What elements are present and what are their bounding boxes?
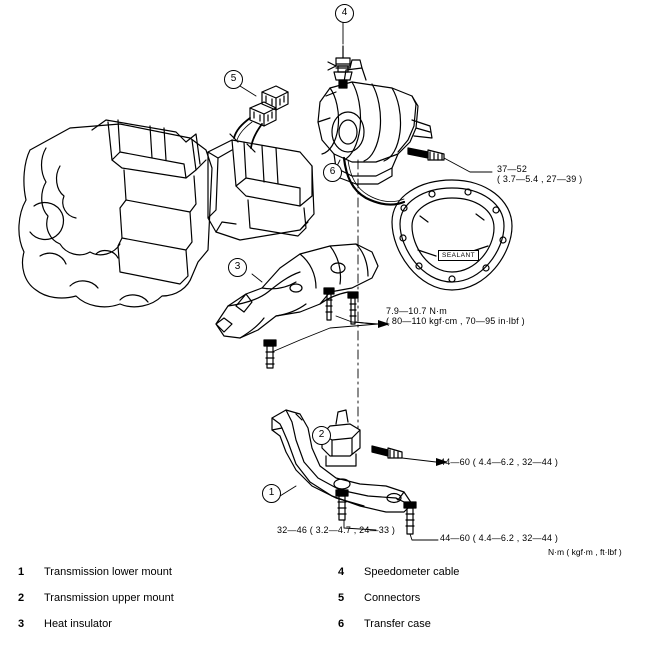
lower-mount-bolts	[336, 446, 416, 534]
legend-item-6-label: Transfer case	[364, 618, 431, 630]
speedometer-cable	[328, 46, 352, 88]
legend-item-1-label: Transmission lower mount	[44, 566, 172, 578]
sealant-label: SEALANT	[438, 250, 479, 261]
legend-column-right	[338, 566, 650, 644]
legend-item-1-number: 1	[18, 566, 25, 578]
legend-item-1	[18, 566, 338, 592]
spec-transfer-bolt-line2: ( 3.7—5.4 , 27—39 )	[497, 174, 583, 184]
callout-3[interactable]: 3	[228, 258, 247, 277]
legend-item-4-label: Speedometer cable	[364, 566, 460, 578]
legend-item-3-label: Heat insulator	[44, 618, 112, 630]
legend-item-3-number: 3	[18, 618, 25, 630]
callout-6[interactable]: 6	[323, 163, 342, 182]
legend-item-3	[18, 618, 338, 644]
legend-item-4	[338, 566, 650, 592]
spec-heat-insulator-line1: 7.9—10.7 N·m	[386, 306, 447, 316]
callout-2[interactable]: 2	[312, 426, 331, 445]
leader-arrowheads	[378, 320, 448, 466]
legend-item-5-number: 5	[338, 592, 345, 604]
transmission-extension	[208, 140, 314, 240]
spec-upper-mount	[440, 457, 558, 467]
transfer-case-harness	[344, 158, 404, 205]
heat-insulator-bolts	[264, 288, 358, 368]
spec-lower-mount-left-line1: 32—46 ( 3.2—4.7 , 24—33 )	[277, 525, 396, 535]
connectors-assembly	[230, 86, 288, 152]
spec-lower-mount-right	[440, 533, 558, 543]
spec-lower-mount-left	[277, 525, 395, 535]
spec-upper-mount-line1: 44—60 ( 4.4—6.2 , 32—44 )	[440, 457, 559, 467]
callout-1[interactable]: 1	[262, 484, 281, 503]
legend-item-2-label: Transmission upper mount	[44, 592, 174, 604]
transfer-mount-bolt	[408, 148, 444, 160]
transmission-housing	[19, 120, 212, 307]
spec-lower-mount-right-line1: 44—60 ( 4.4—6.2 , 32—44 )	[440, 533, 559, 543]
legend-column-left	[18, 566, 338, 644]
legend-item-5	[338, 592, 650, 618]
gasket-ring	[392, 180, 512, 290]
spec-heat-insulator	[386, 306, 525, 326]
spec-transfer-bolt	[497, 164, 582, 184]
legend-item-4-number: 4	[338, 566, 345, 578]
spec-heat-insulator-line2: ( 80—110 kgf·cm , 70—95 in·lbf )	[386, 316, 525, 326]
legend-item-5-label: Connectors	[364, 592, 421, 604]
callout-5[interactable]: 5	[224, 70, 243, 89]
legend-item-2	[18, 592, 338, 618]
spec-transfer-bolt-line1: 37—52	[497, 164, 528, 174]
callout-4[interactable]: 4	[335, 4, 354, 23]
unit-note: N·m ( kgf·m , ft·lbf )	[548, 547, 622, 557]
legend-item-6-number: 6	[338, 618, 345, 630]
legend-item-6	[338, 618, 650, 644]
legend-item-2-number: 2	[18, 592, 25, 604]
legend	[0, 566, 650, 670]
